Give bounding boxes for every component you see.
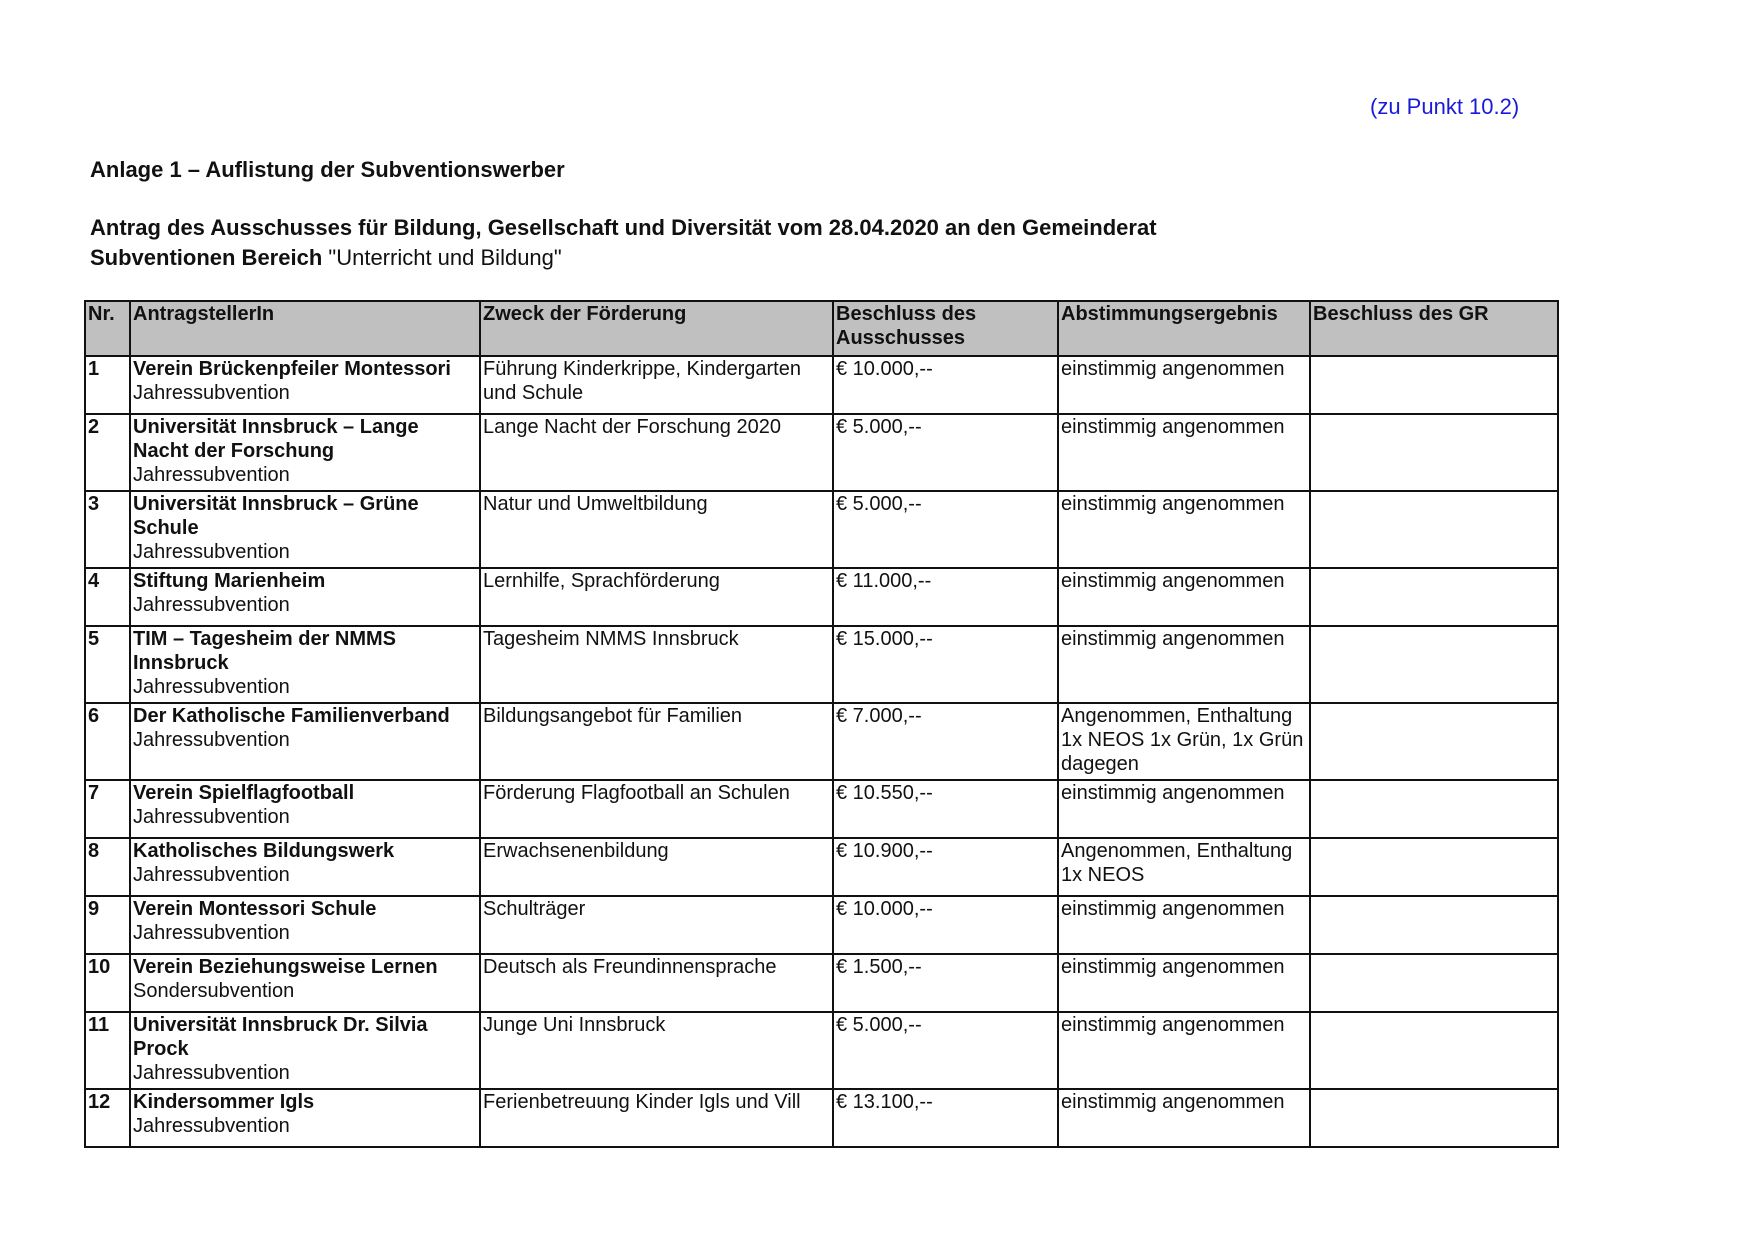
council-decision-cell <box>1310 703 1558 780</box>
amount-cell: € 7.000,-- <box>833 703 1058 780</box>
vote-result-cell: einstimmig angenommen <box>1058 626 1310 703</box>
purpose-cell: Erwachsenenbildung <box>480 838 833 896</box>
council-decision-cell <box>1310 1012 1558 1089</box>
row-number: 2 <box>85 414 130 491</box>
amount-cell: € 15.000,-- <box>833 626 1058 703</box>
subsidy-type: Jahressubvention <box>133 676 290 698</box>
vote-result-cell: einstimmig angenommen <box>1058 780 1310 838</box>
purpose-cell: Junge Uni Innsbruck <box>480 1012 833 1089</box>
motion-heading: Antrag des Ausschusses für Bildung, Gesellschaft und Diversität vom 28.04.2020 an den Gemeinderat <box>90 215 1157 240</box>
row-number: 11 <box>85 1012 130 1089</box>
purpose-cell: Tagesheim NMMS Innsbruck <box>480 626 833 703</box>
purpose-cell: Schulträger <box>480 896 833 954</box>
amount-cell: € 10.900,-- <box>833 838 1058 896</box>
applicant-name: Der Katholische Familienverband <box>133 705 450 727</box>
purpose-cell: Führung Kinderkrippe, Kindergarten und Schule <box>480 356 833 414</box>
amount-cell: € 5.000,-- <box>833 491 1058 568</box>
subsidy-table <box>84 300 1559 1148</box>
subsidy-type: Jahressubvention <box>133 541 290 563</box>
subsidy-type: Sondersubvention <box>133 980 295 1002</box>
purpose-cell: Lange Nacht der Forschung 2020 <box>480 414 833 491</box>
vote-result-cell: einstimmig angenommen <box>1058 954 1310 1012</box>
subsidy-area-line <box>90 245 562 271</box>
amount-cell: € 10.000,-- <box>833 356 1058 414</box>
amount-cell: € 11.000,-- <box>833 568 1058 626</box>
applicant-name: Verein Montessori Schule <box>133 898 377 920</box>
table-header-row <box>85 301 1558 356</box>
agenda-reference: (zu Punkt 10.2) <box>1370 94 1520 119</box>
table-row <box>85 626 1558 703</box>
header-nr: Nr. <box>85 301 130 356</box>
applicant-cell <box>130 703 480 780</box>
purpose-cell: Ferienbetreuung Kinder Igls und Vill <box>480 1089 833 1147</box>
applicant-cell <box>130 491 480 568</box>
council-decision-cell <box>1310 954 1558 1012</box>
applicant-name: Kindersommer Igls <box>133 1091 315 1113</box>
applicant-name: Katholisches Bildungswerk <box>133 840 395 862</box>
row-number: 7 <box>85 780 130 838</box>
table-row <box>85 356 1558 414</box>
applicant-cell <box>130 896 480 954</box>
subsidy-type: Jahressubvention <box>133 382 290 404</box>
applicant-cell <box>130 838 480 896</box>
applicant-cell <box>130 1089 480 1147</box>
vote-result-cell: einstimmig angenommen <box>1058 414 1310 491</box>
row-number: 1 <box>85 356 130 414</box>
table-row <box>85 703 1558 780</box>
council-decision-cell <box>1310 626 1558 703</box>
row-number: 3 <box>85 491 130 568</box>
header-applicant: AntragstellerIn <box>130 301 480 356</box>
council-decision-cell <box>1310 1089 1558 1147</box>
amount-cell: € 5.000,-- <box>833 1012 1058 1089</box>
applicant-name: Universität Innsbruck Dr. Silvia Prock <box>133 1014 428 1060</box>
applicant-cell <box>130 1012 480 1089</box>
applicant-name: Verein Beziehungsweise Lernen <box>133 956 438 978</box>
subsidy-type: Jahressubvention <box>133 464 290 486</box>
vote-result-cell: einstimmig angenommen <box>1058 896 1310 954</box>
vote-result-cell: einstimmig angenommen <box>1058 1089 1310 1147</box>
subsidy-type: Jahressubvention <box>133 1062 290 1084</box>
amount-cell: € 10.550,-- <box>833 780 1058 838</box>
subsidy-type: Jahressubvention <box>133 1115 290 1137</box>
header-vote-result: Abstimmungsergebnis <box>1058 301 1310 356</box>
row-number: 5 <box>85 626 130 703</box>
row-number: 6 <box>85 703 130 780</box>
vote-result-cell: Angenommen, Enthaltung 1x NEOS 1x Grün, 1x Grün dagegen <box>1058 703 1310 780</box>
applicant-name: Verein Spielflagfootball <box>133 782 355 804</box>
applicant-name: Universität Innsbruck – Lange Nacht der Forschung <box>133 416 419 462</box>
subsidy-type: Jahressubvention <box>133 922 290 944</box>
council-decision-cell <box>1310 491 1558 568</box>
council-decision-cell <box>1310 356 1558 414</box>
row-number: 12 <box>85 1089 130 1147</box>
applicant-cell <box>130 626 480 703</box>
table-row <box>85 954 1558 1012</box>
applicant-name: Stiftung Marienheim <box>133 570 326 592</box>
header-committee-decision: Beschluss des Ausschusses <box>833 301 1058 356</box>
header-purpose: Zweck der Förderung <box>480 301 833 356</box>
council-decision-cell <box>1310 780 1558 838</box>
row-number: 10 <box>85 954 130 1012</box>
council-decision-cell <box>1310 896 1558 954</box>
applicant-name: Universität Innsbruck – Grüne Schule <box>133 493 419 539</box>
vote-result-cell: einstimmig angenommen <box>1058 356 1310 414</box>
row-number: 9 <box>85 896 130 954</box>
applicant-cell <box>130 568 480 626</box>
amount-cell: € 10.000,-- <box>833 896 1058 954</box>
purpose-cell: Lernhilfe, Sprachförderung <box>480 568 833 626</box>
applicant-name: TIM – Tagesheim der NMMS Innsbruck <box>133 628 397 674</box>
applicant-cell <box>130 414 480 491</box>
vote-result-cell: einstimmig angenommen <box>1058 491 1310 568</box>
amount-cell: € 1.500,-- <box>833 954 1058 1012</box>
amount-cell: € 13.100,-- <box>833 1089 1058 1147</box>
subsidy-type: Jahressubvention <box>133 806 290 828</box>
table-row <box>85 491 1558 568</box>
table-row <box>85 568 1558 626</box>
table-row <box>85 838 1558 896</box>
purpose-cell: Natur und Umweltbildung <box>480 491 833 568</box>
vote-result-cell: einstimmig angenommen <box>1058 1012 1310 1089</box>
applicant-cell <box>130 780 480 838</box>
amount-cell: € 5.000,-- <box>833 414 1058 491</box>
council-decision-cell <box>1310 568 1558 626</box>
subsidy-type: Jahressubvention <box>133 864 290 886</box>
applicant-cell <box>130 954 480 1012</box>
vote-result-cell: einstimmig angenommen <box>1058 568 1310 626</box>
table-row <box>85 896 1558 954</box>
table-row <box>85 1012 1558 1089</box>
row-number: 8 <box>85 838 130 896</box>
purpose-cell: Bildungsangebot für Familien <box>480 703 833 780</box>
subsidy-type: Jahressubvention <box>133 594 290 616</box>
subsidy-area-label: Subventionen Bereich <box>90 245 323 270</box>
row-number: 4 <box>85 568 130 626</box>
applicant-cell <box>130 356 480 414</box>
purpose-cell: Deutsch als Freundinnensprache <box>480 954 833 1012</box>
table-row <box>85 1089 1558 1147</box>
purpose-cell: Förderung Flagfootball an Schulen <box>480 780 833 838</box>
header-council-decision: Beschluss des GR <box>1310 301 1558 356</box>
vote-result-cell: Angenommen, Enthaltung 1x NEOS <box>1058 838 1310 896</box>
table-row <box>85 414 1558 491</box>
subsidy-type: Jahressubvention <box>133 729 290 751</box>
subsidy-area-value: "Unterricht und Bildung" <box>328 245 562 270</box>
applicant-name: Verein Brückenpfeiler Montessori <box>133 358 451 380</box>
council-decision-cell <box>1310 838 1558 896</box>
table-row <box>85 780 1558 838</box>
document-title: Anlage 1 – Auflistung der Subventionswerber <box>90 157 565 182</box>
council-decision-cell <box>1310 414 1558 491</box>
